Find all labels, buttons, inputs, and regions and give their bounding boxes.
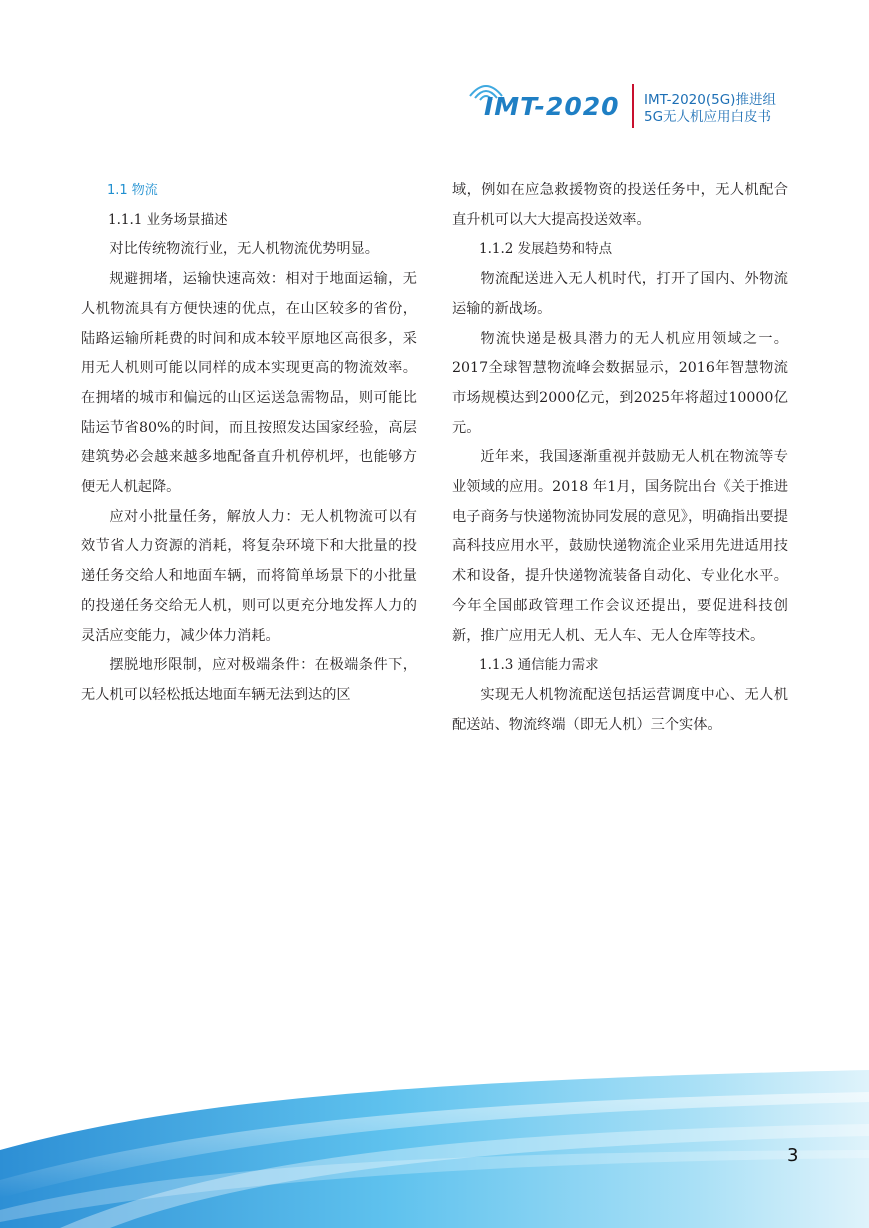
paragraph: 摆脱地形限制，应对极端条件：在极端条件下，无人机可以轻松抵达地面车辆无法到达的区 [81, 657, 417, 703]
org-line-2: 5G无人机应用白皮书 [644, 109, 772, 125]
paragraph-continuation: 域，例如在应急救援物资的投送任务中，无人机配合直升机可以大大提高投送效率。 [452, 182, 788, 228]
header-org-text [644, 92, 776, 126]
subsection-heading-111: 1.1.1 业务场景描述 [108, 211, 228, 228]
right-column [452, 176, 788, 740]
logo-text: IMT-2020 [484, 92, 620, 121]
header-divider [632, 84, 634, 128]
subsection-heading-112: 1.1.2 发展趋势和特点 [479, 241, 613, 258]
section-heading: 1.1 物流 [107, 183, 158, 198]
page-header [0, 78, 869, 138]
org-line-1: IMT-2020(5G)推进组 [644, 92, 776, 108]
paragraph: 对比传统物流行业，无人机物流优势明显。 [109, 241, 379, 258]
page-number: 3 [787, 1145, 799, 1166]
imt2020-logo [466, 78, 626, 134]
paragraph: 实现无人机物流配送包括运营调度中心、无人机配送站、物流终端（即无人机）三个实体。 [452, 686, 788, 733]
subsection-heading-113: 1.1.3 通信能力需求 [479, 657, 599, 674]
paragraph: 应对小批量任务，解放人力：无人机物流可以有效节省人力资源的消耗，将复杂环境下和大批量的投递任务交给人和地面车辆，而将简单场景下的小批量的投递任务交给无人机，则可以更充分地发挥人力的灵活应变能力，减少体力消耗。 [81, 508, 417, 644]
paragraph: 规避拥堵，运输快速高效：相对于地面运输，无人机物流具有方便快速的优点，在山区较多的省份，陆路运输所耗费的时间和成本较平原地区高很多，采用无人机则可能以同样的成本实现更高的物流效率。在拥堵的城市和偏远的山区运送急需物品，则可能比陆运节省80%的时间，而且按照发达国家经验，高层建筑势必会越来越多地配备直升机停机坪，也能够方便无人机起降。 [81, 271, 417, 496]
paragraph: 物流配送进入无人机时代，打开了国内、外物流运输的新战场。 [452, 271, 788, 317]
decorative-wave-footer [0, 1040, 869, 1228]
paragraph: 物流快递是极具潜力的无人机应用领域之一。2017全球智慧物流峰会数据显示，2016年智慧物流市场规模达到2000亿元，到2025年将超过10000亿元。 [452, 330, 788, 436]
paragraph: 近年来，我国逐渐重视并鼓励无人机在物流等专业领域的应用。2018 年1月，国务院出台《关于推进电子商务与快递物流协同发展的意见》，明确指出要提高科技应用水平，鼓励快递物流企业采用先进适用技术和设备，提升快递物流装备自动化、专业化水平。今年全国邮政管理工作会议还提出，要促进科技创新，推广应用无人机、无人车、无人仓库等技术。 [452, 449, 788, 644]
left-column [81, 176, 417, 711]
